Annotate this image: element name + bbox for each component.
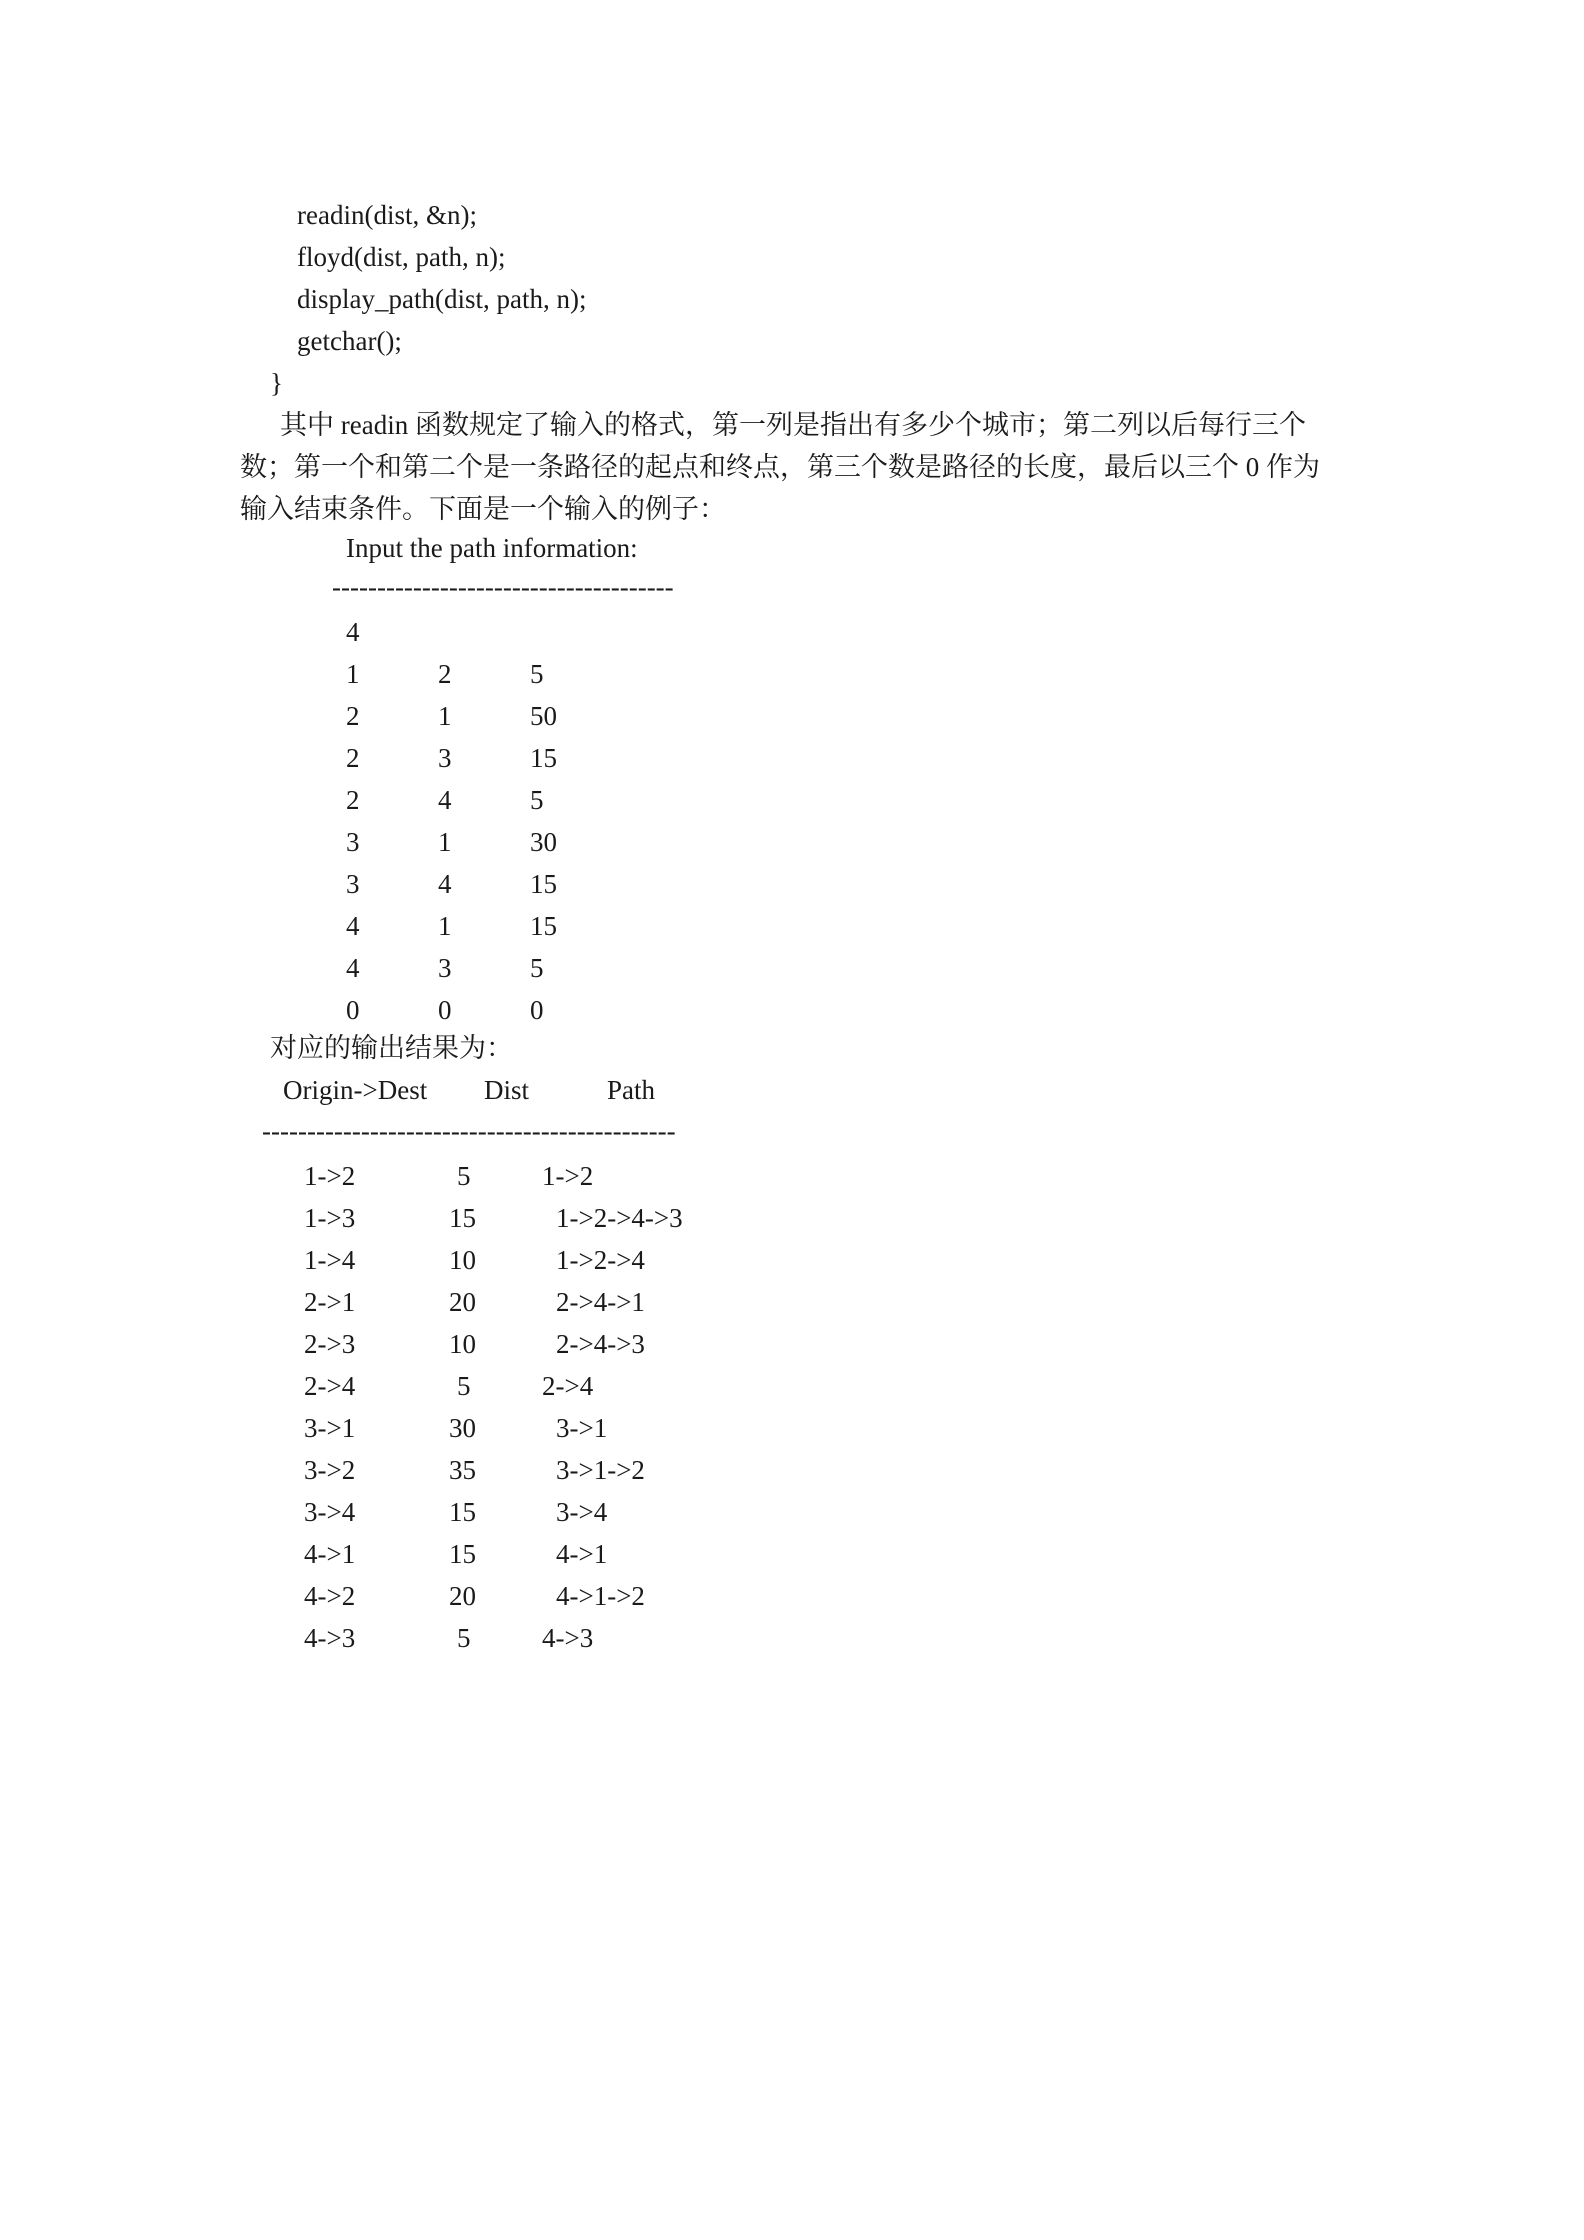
output-dist: 35 xyxy=(449,1455,476,1485)
output-dist: 10 xyxy=(449,1329,476,1359)
output-path: 4->1 xyxy=(556,1539,608,1569)
output-path: 1->2->4 xyxy=(556,1245,645,1275)
output-dist: 15 xyxy=(449,1203,476,1233)
code-line: readin(dist, &n); xyxy=(297,200,477,230)
output-dist: 5 xyxy=(457,1371,471,1401)
input-dest: 1 xyxy=(438,911,452,941)
input-length: 15 xyxy=(530,911,557,941)
input-dest: 0 xyxy=(438,995,452,1025)
output-intro: 对应的输出结果为： xyxy=(270,1033,513,1063)
input-length: 15 xyxy=(530,869,557,899)
output-path: 2->4->1 xyxy=(556,1287,645,1317)
output-dist: 5 xyxy=(457,1623,471,1653)
output-path: 2->4 xyxy=(542,1371,594,1401)
input-length: 5 xyxy=(530,953,544,983)
header-origin-dest: Origin->Dest xyxy=(283,1075,428,1105)
output-path: 2->4->3 xyxy=(556,1329,645,1359)
header-path: Path xyxy=(607,1075,656,1105)
input-dest: 4 xyxy=(438,785,452,815)
output-dist: 20 xyxy=(449,1287,476,1317)
paragraph-line: 输入结束条件。下面是一个输入的例子： xyxy=(240,494,726,524)
input-origin: 4 xyxy=(346,911,360,941)
output-origin-dest: 1->2 xyxy=(304,1161,356,1191)
output-path: 4->3 xyxy=(542,1623,594,1653)
city-count: 4 xyxy=(346,617,360,647)
input-length: 5 xyxy=(530,659,544,689)
output-path: 3->1 xyxy=(556,1413,608,1443)
input-dest: 3 xyxy=(438,953,452,983)
output-origin-dest: 2->1 xyxy=(304,1287,356,1317)
output-origin-dest: 1->4 xyxy=(304,1245,356,1275)
input-dest: 4 xyxy=(438,869,452,899)
input-length: 5 xyxy=(530,785,544,815)
output-path: 3->1->2 xyxy=(556,1455,645,1485)
paragraph-line: 其中 readin 函数规定了输入的格式，第一列是指出有多少个城市；第二列以后每行三个 xyxy=(280,410,1306,440)
output-origin-dest: 2->4 xyxy=(304,1371,356,1401)
input-length: 0 xyxy=(530,995,544,1025)
input-length: 15 xyxy=(530,743,557,773)
input-dest: 3 xyxy=(438,743,452,773)
output-origin-dest: 2->3 xyxy=(304,1329,356,1359)
output-path: 3->4 xyxy=(556,1497,608,1527)
output-dist: 15 xyxy=(449,1497,476,1527)
output-path: 4->1->2 xyxy=(556,1581,645,1611)
output-path: 1->2 xyxy=(542,1161,594,1191)
output-origin-dest: 1->3 xyxy=(304,1203,356,1233)
input-dest: 1 xyxy=(438,827,452,857)
output-dist: 30 xyxy=(449,1413,476,1443)
input-length: 30 xyxy=(530,827,557,857)
output-dist: 20 xyxy=(449,1581,476,1611)
output-origin-dest: 4->1 xyxy=(304,1539,356,1569)
header-dist: Dist xyxy=(484,1075,530,1105)
input-separator: -------------------------------------- xyxy=(332,572,674,602)
input-origin: 3 xyxy=(346,827,360,857)
output-dist: 15 xyxy=(449,1539,476,1569)
output-origin-dest: 3->2 xyxy=(304,1455,356,1485)
code-line: getchar(); xyxy=(297,326,402,356)
code-line: display_path(dist, path, n); xyxy=(297,284,587,314)
output-path: 1->2->4->3 xyxy=(556,1203,683,1233)
input-origin: 0 xyxy=(346,995,360,1025)
input-origin: 4 xyxy=(346,953,360,983)
input-dest: 2 xyxy=(438,659,452,689)
paragraph-line: 数；第一个和第二个是一条路径的起点和终点，第三个数是路径的长度，最后以三个 0 作为 xyxy=(240,452,1320,482)
output-dist: 10 xyxy=(449,1245,476,1275)
output-separator: ---------------------------------------------- xyxy=(262,1116,676,1146)
input-title: Input the path information: xyxy=(346,533,638,563)
output-origin-dest: 3->4 xyxy=(304,1497,356,1527)
input-origin: 1 xyxy=(346,659,360,689)
input-origin: 2 xyxy=(346,743,360,773)
input-dest: 1 xyxy=(438,701,452,731)
input-origin: 3 xyxy=(346,869,360,899)
input-origin: 2 xyxy=(346,701,360,731)
description-paragraph xyxy=(240,404,1360,530)
input-length: 50 xyxy=(530,701,557,731)
output-origin-dest: 4->3 xyxy=(304,1623,356,1653)
output-origin-dest: 3->1 xyxy=(304,1413,356,1443)
input-origin: 2 xyxy=(346,785,360,815)
output-origin-dest: 4->2 xyxy=(304,1581,356,1611)
closing-brace: } xyxy=(270,368,283,398)
code-line: floyd(dist, path, n); xyxy=(297,242,506,272)
output-dist: 5 xyxy=(457,1161,471,1191)
